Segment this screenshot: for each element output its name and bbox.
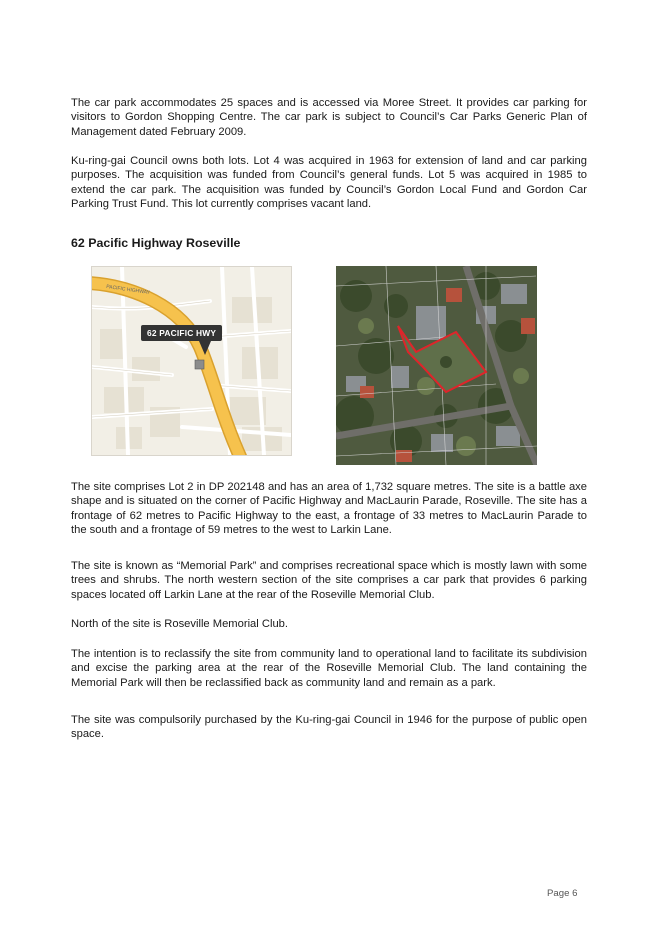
north-paragraph: North of the site is Roseville Memorial Club.	[71, 618, 288, 630]
history-paragraph: The site was compulsorily purchased by the Ku-ring-gai Council in 1946 for the purpose of public open space.	[71, 714, 587, 741]
highway-road-label: PACIFIC HIGHWAY	[105, 283, 151, 297]
section-heading: 62 Pacific Highway Roseville	[71, 236, 241, 250]
memorial-park-paragraph: The site is known as “Memorial Park” and comprises recreational space which is mostly lawn with some trees and shrubs. The north western section of the site comprises a car park that provides 6 parking spaces located off Larkin Lane at the rear of the Roseville Memorial Club.	[71, 560, 587, 601]
car-park-paragraph: The car park accommodates 25 spaces and is accessed via Moree Street. It provides car parking for visitors to Gordon Shopping Centre. The car park is subject to Council’s Car Parks Generic Plan of Management dated February 2009.	[71, 97, 587, 138]
aerial-map	[336, 266, 537, 465]
site-description-paragraph: The site comprises Lot 2 in DP 202148 and has an area of 1,732 square metres. The site is a battle axe shape and is situated on the corner of Pacific Highway and MacLaurin Parade, Roseville. The site has a frontage of 62 metres to Pacific Highway to the east, a frontage of 33 metres to MacLaurin Parade to the south and a frontage of 59 metres to the west to Larkin Lane.	[71, 481, 587, 536]
site-callout-label: 62 PACIFIC HWY	[141, 325, 222, 341]
aerial-map-graphic	[336, 266, 537, 465]
street-map-graphic	[92, 267, 291, 455]
street-map	[91, 266, 292, 456]
ownership-paragraph: Ku-ring-gai Council owns both lots. Lot 4 was acquired in 1963 for extension of land and car parking purposes. The acquisition was funded from Council’s general funds. Lot 5 was acquired in 1985 to extend the car park. The acquisition was funded by Council’s Gordon Local Fund and Gordon Car Parking Trust Fund. This lot currently comprises vacant land.	[71, 155, 587, 210]
page-number: Page 6	[547, 888, 578, 899]
intention-paragraph: The intention is to reclassify the site from community land to operational land to facilitate its subdivision and excise the parking area at the rear of the Roseville Memorial Club. The land containing the Memorial Park will then be reclassified back as community land and remain as a park.	[71, 648, 587, 689]
